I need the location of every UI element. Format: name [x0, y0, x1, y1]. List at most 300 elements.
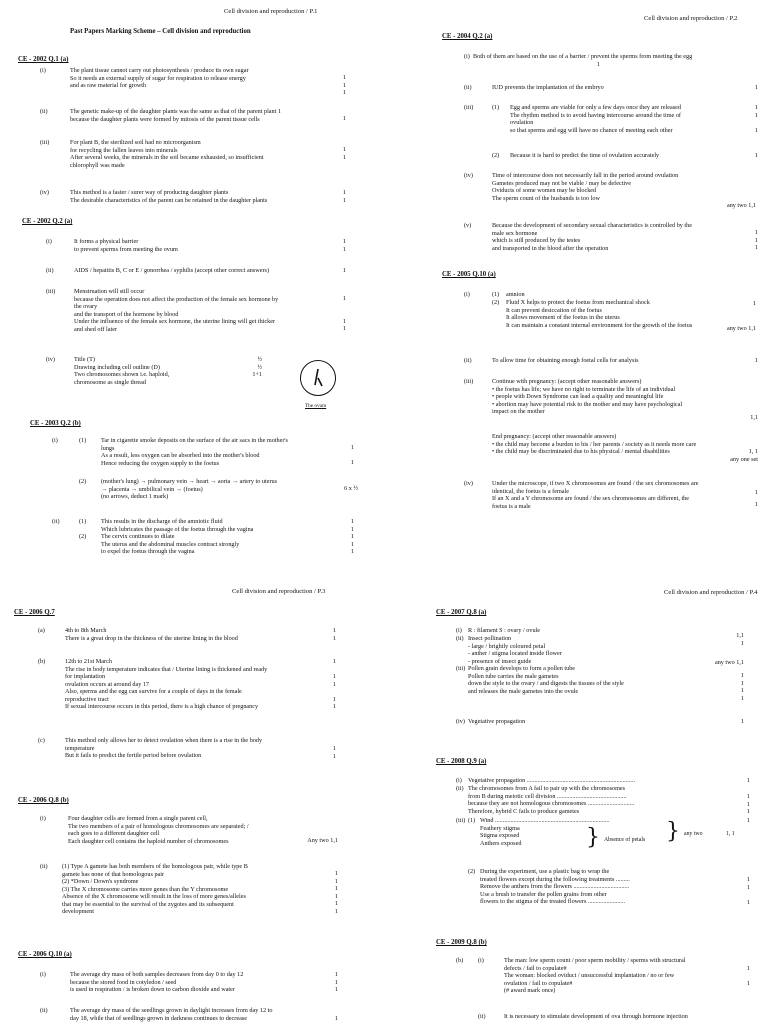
- text-line: 1: [746, 800, 750, 808]
- text-line: 1: [754, 111, 758, 119]
- text-line: This method only allows her to detect ovulation when there is a rise in the body: [65, 737, 263, 744]
- text-line: Because it is hard to predict the time of ovulation accurately: [510, 152, 660, 159]
- answer-text: [101, 478, 351, 501]
- text-line: and the transport of the hormone by blood: [74, 310, 179, 318]
- marks: [704, 448, 758, 463]
- answer-text: [506, 291, 606, 299]
- item-number: (iii): [464, 378, 474, 385]
- marks: [338, 518, 354, 556]
- marks: 1, 1: [726, 831, 735, 837]
- text-line: 1: [752, 300, 756, 307]
- item-number: (i): [40, 971, 46, 978]
- marks: [742, 229, 758, 252]
- marks: [286, 837, 338, 845]
- text-line: The chromosomes from A fail to pair up with the chromosomes: [468, 785, 626, 792]
- text-line: day 18, while that of seedlings grown in darkness continues to decrease: [70, 1014, 247, 1022]
- marks: [742, 104, 758, 134]
- text-line: 1,1: [750, 414, 758, 421]
- text-line: It forms a physical barrier: [74, 238, 139, 245]
- text-line: (no arrows, deduct 1 mark): [101, 493, 169, 501]
- text-line: any two 1,1: [714, 659, 744, 666]
- text-line: 1: [332, 658, 336, 665]
- text-line: foetus is a male: [492, 502, 531, 510]
- item-number: (1): [492, 291, 500, 298]
- text-line: Menstruation will still occur: [74, 288, 145, 295]
- text-line: 1: [332, 703, 336, 711]
- text-line: 1: [350, 444, 354, 451]
- text-line: This method is a faster / surer way of producing daughter plants: [70, 189, 229, 196]
- text-line: 1: [350, 525, 354, 533]
- answer-text: [468, 627, 698, 635]
- item-number: (iii): [40, 139, 50, 146]
- text-line: The average dry mass of the seedlings grown in daylight increases from day 12 to: [70, 1007, 273, 1014]
- marks: [724, 632, 744, 647]
- section-heading: CE - 2007 Q.8 (a): [436, 609, 487, 616]
- text-line: any one set: [730, 455, 758, 463]
- text-line: The plant tissue cannot carry out photosynthesis / produce its own sugar: [70, 67, 249, 74]
- text-line: The woman: blocked oviduct / unsuccessful implantation / no or few: [504, 972, 675, 980]
- page-header: Cell division and reproduction / P.2: [644, 15, 738, 22]
- text-line: Continue with pregnancy: (accept other reasonable answers): [492, 378, 642, 385]
- answer-text: [70, 1007, 340, 1022]
- text-line: To allow time for obtaining enough foetal cells for analysis: [492, 357, 639, 364]
- text-line: Insect pollination: [468, 635, 512, 642]
- page-title: Past Papers Marking Scheme – Cell division and reproduction: [70, 28, 251, 35]
- text-line: each goes to a different daughter cell: [68, 830, 160, 838]
- text-line: down the style to the ovary / and digests the tissues of the style: [468, 680, 624, 688]
- marks: [734, 777, 750, 785]
- text-line: 1: [754, 229, 758, 236]
- text-line: - presence of insect guide: [468, 657, 532, 665]
- answer-text: [74, 288, 366, 333]
- section-heading: CE - 2009 Q.8 (b): [436, 939, 487, 946]
- text-line: 1: [350, 548, 354, 556]
- text-line: Stigma exposed: [480, 832, 520, 840]
- text-line: which is still produced by the testes: [492, 237, 581, 245]
- text-line: treated flowers except during the following treatments .........: [480, 875, 630, 883]
- text-line: The two members of a pair of homologous chromosomes are separated; /: [68, 822, 249, 830]
- marks: [330, 115, 346, 123]
- item-number: (1): [492, 104, 500, 111]
- text-line: 1: [754, 501, 758, 509]
- item-number: (i): [456, 627, 462, 634]
- item-number: (2): [468, 868, 476, 875]
- text-line: 1: [754, 152, 758, 159]
- item-number: (i): [40, 67, 46, 74]
- text-line: 1: [342, 317, 346, 325]
- item-number: (ii): [464, 84, 472, 91]
- answer-text: [468, 635, 698, 665]
- answer-text: [74, 238, 334, 253]
- text-line: Remove the anthers from the flowers ....................................: [480, 883, 630, 891]
- text-line: 1: [334, 986, 338, 994]
- brace-icon: }: [666, 819, 680, 844]
- page-header: Cell division and reproduction / P.1: [224, 8, 318, 15]
- text-line: 1: [342, 238, 346, 245]
- text-line: The cervix continues to dilate: [101, 533, 175, 540]
- text-line: 1: [740, 694, 744, 702]
- text-line: ovulation / fail to copulate#: [504, 979, 573, 987]
- text-line: After several weeks, the minerals in the soil became exhausted, so insufficient: [70, 154, 264, 162]
- item-number: (ii): [46, 267, 54, 274]
- item-number: (iv): [464, 172, 473, 179]
- answer-text: [510, 152, 750, 160]
- text-line: Under the influence of the female sex hormone, the uterine lining will get thicker: [74, 318, 276, 326]
- item-number: (ii): [464, 357, 472, 364]
- item-number: (ii): [456, 635, 464, 642]
- marks: [320, 627, 336, 642]
- text-line: 1: [754, 357, 758, 364]
- section-heading: CE - 2002 Q.2 (a): [22, 218, 73, 225]
- text-line: Drawing including cell outline (D): [74, 363, 160, 371]
- text-line: 1: [746, 980, 750, 988]
- marks: [742, 84, 758, 92]
- text-line: from B during meiotic cell division .............................................: [468, 792, 627, 800]
- ovum-caption: The ovum: [305, 403, 327, 409]
- text-line: Anthers exposed: [480, 839, 522, 847]
- marks: [322, 1015, 338, 1023]
- text-line: and releases the male gametes into the ovule: [468, 687, 579, 695]
- text-line: ovulation occurs at around day 17: [65, 680, 150, 688]
- text-line: - large / brightly coloured petal: [468, 642, 546, 650]
- text-line: 1: [334, 870, 338, 877]
- text-line: (# award mark once): [504, 987, 556, 995]
- text-line: gamete has none of that homologous pair: [62, 870, 165, 878]
- answer-text: [70, 67, 340, 90]
- text-line: because the operation does not affect the production of the female sex hormone by: [74, 295, 279, 303]
- text-line: There is a great drop in the thickness of the uterine lining in the blood: [65, 634, 238, 642]
- text-line: 1: [746, 898, 750, 906]
- marks: [330, 267, 346, 275]
- marks: [320, 658, 336, 711]
- marks: [338, 444, 354, 467]
- text-line: amnion: [506, 291, 525, 298]
- answer-text: [65, 658, 355, 711]
- text-line: 1: [740, 679, 744, 687]
- text-line: and shed off later: [74, 325, 118, 333]
- text-line: 1: [334, 1015, 338, 1022]
- text-line: 1: [350, 533, 354, 541]
- answer-text: [492, 480, 754, 510]
- answer-text: [68, 815, 308, 845]
- text-line: 1: [754, 236, 758, 244]
- text-line: is used in respiration / is broken down to carbon dioxide and water: [70, 986, 235, 994]
- text-line: 1: [342, 153, 346, 161]
- answer-text: [62, 863, 342, 916]
- text-line: (mother's lung) → pulmonary vein → heart → aorta → artery to uterus: [101, 478, 278, 485]
- text-line: If sexual intercourse occurs in this period, there is a high chance of pregnancy: [65, 703, 259, 711]
- text-line: Both of them are based on the use of a barrier / prevent the sperms from meeting the egg: [473, 53, 693, 60]
- item-number: (ii): [40, 1007, 48, 1014]
- text-line: defects / fail to copulate#: [504, 964, 567, 972]
- section-heading: CE - 2002 Q.1 (a): [18, 56, 69, 63]
- text-line: As a result, less oxygen can be absorbed into the mother's blood: [101, 452, 260, 460]
- answer-text: [468, 777, 708, 785]
- marks: [734, 876, 750, 906]
- text-line: • abortion may have potential risk to the mother and may have psychological: [492, 400, 683, 408]
- text-line: because the stored food in cotyledon / seed: [70, 978, 177, 986]
- text-line: any two 1,1: [726, 325, 756, 333]
- text-line: 1: [332, 752, 336, 760]
- text-line: Under the microscope, if two X chromosomes are found / the sex chromosomes are: [492, 480, 699, 487]
- marks: [734, 965, 750, 988]
- answer-text: [65, 627, 335, 642]
- text-line: 1+1: [252, 371, 262, 379]
- text-line: 1: [746, 793, 750, 800]
- text-line: AIDS / hepatitis B, C or E / gonorrhea / syphilis (accept other correct answers): [74, 267, 270, 274]
- item-number: (ii): [478, 1013, 486, 1020]
- section-heading: CE - 2006 Q.10 (a): [18, 951, 72, 958]
- answer-text: [492, 357, 732, 365]
- item-number: (i): [456, 777, 462, 784]
- text-line: 1: [334, 900, 338, 908]
- section-heading: CE - 2004 Q.2 (a): [442, 33, 493, 40]
- answer-text: [504, 1013, 744, 1021]
- text-line: 1: [746, 876, 750, 883]
- answer-text: [70, 189, 360, 204]
- text-line: and as raw material for growth: [70, 82, 147, 90]
- item-number: (iv): [464, 480, 473, 487]
- item-number: (i): [478, 957, 484, 964]
- marks: [684, 202, 756, 210]
- text-line: ½: [257, 363, 262, 371]
- answer-text: [480, 868, 700, 906]
- text-line: Gametes produced may not be viable / may be defective: [492, 179, 631, 187]
- text-line: 1: [746, 808, 750, 816]
- text-line: - anther / stigma located inside flower: [468, 650, 562, 658]
- ovum-drawing: [300, 360, 336, 396]
- text-line: 1: [740, 718, 744, 725]
- text-line: During the experiment, use a plastic bag to wrap the: [480, 868, 610, 875]
- item-number: (iv): [40, 189, 49, 196]
- text-line: because the daughter plants were formed by mitosis of the parent tissue cells: [70, 115, 260, 123]
- text-line: 1: [334, 978, 338, 986]
- text-line: Title (T): [74, 356, 95, 363]
- text-line: Vegetative propagation: [468, 718, 526, 725]
- text-line: It can maintain a constant internal environment for the growth of the foetus: [506, 321, 693, 329]
- marks: [330, 74, 346, 97]
- item-number: (c): [38, 737, 45, 744]
- answer-text: [74, 267, 334, 275]
- text-line: Four daughter cells are formed from a single parent cell,: [68, 815, 208, 822]
- marks: [320, 745, 336, 760]
- item-number: (ii): [456, 785, 464, 792]
- marks: [330, 146, 346, 161]
- text-line: IUD prevents the implantation of the embryo: [492, 84, 604, 91]
- text-line: 1: [332, 695, 336, 703]
- absence-of-petals-label: Absence of petals: [604, 837, 646, 843]
- item-number: (ii): [52, 518, 60, 525]
- answer-text: [492, 378, 754, 416]
- text-line: 1: [740, 639, 744, 647]
- page-header: Cell division and reproduction / P.4: [664, 589, 758, 596]
- text-line: 1: [342, 196, 346, 204]
- item-number: (a): [38, 627, 45, 634]
- item-number: (iii): [46, 288, 56, 295]
- text-line: 1: [342, 74, 346, 81]
- section-heading: CE - 2006 Q.7: [14, 609, 55, 616]
- item-number: (i): [464, 53, 470, 60]
- text-line: The genetic make-up of the daughter plants was the same as that of the parent plant 1: [70, 108, 281, 115]
- text-line: ovulation: [510, 119, 534, 127]
- marks: [330, 238, 346, 253]
- item-number: (1): [79, 437, 87, 444]
- page-2: [384, 0, 768, 585]
- text-line: 1: [342, 267, 346, 274]
- text-line: The rhythm method is to avoid having intercourse around the time of: [510, 111, 681, 119]
- text-line: Pollen grain develops to form a pollen tube: [468, 665, 576, 672]
- text-line: 1: [332, 745, 336, 752]
- page-1: [0, 0, 384, 585]
- answer-text: [101, 518, 341, 533]
- page-3: [0, 585, 384, 1024]
- text-line: The sperm count of the husbands is too low: [492, 194, 600, 202]
- text-line: Oviducts of some women may be blocked: [492, 187, 597, 195]
- text-line: 1: [342, 146, 346, 153]
- answer-text: [492, 222, 754, 252]
- text-line: so that sperms and egg will have no chance of meeting each other: [510, 126, 673, 134]
- marks: [322, 971, 338, 994]
- item-number: (iii): [456, 817, 466, 824]
- text-line: male sex hormone: [492, 229, 538, 237]
- text-line: flowers to the stigma of the treated flowers ........................: [480, 898, 626, 906]
- text-line: Because the development of secondary sexual characteristics is controlled by the: [492, 222, 692, 229]
- text-line: [320, 688, 336, 696]
- text-line: Each daughter cell contains the haploid number of chromosomes: [68, 837, 229, 845]
- text-line: [734, 973, 750, 981]
- marks: [734, 414, 758, 422]
- marks: [724, 718, 744, 726]
- item-number: (iii): [464, 104, 474, 111]
- item-number: (b): [456, 957, 464, 964]
- text-line: temperature: [65, 744, 95, 752]
- text-line: If an X and a Y chromosome are found / the sex chromosomes are different, the: [492, 495, 690, 503]
- text-line: chlorophyll was made: [70, 161, 125, 169]
- text-line: So it needs an external supply of sugar for respiration to release energy: [70, 74, 246, 82]
- answer-text: [70, 971, 330, 994]
- item-number: (iii): [456, 665, 466, 672]
- marks: [584, 61, 600, 69]
- text-line: 1: [334, 892, 338, 900]
- answer-text: [70, 139, 350, 169]
- text-line: [330, 303, 346, 311]
- text-line: reproductive tract: [65, 695, 109, 703]
- text-line: 1: [746, 883, 750, 891]
- text-line: Feathery stigma: [480, 824, 520, 832]
- text-line: Tar in cigarette smoke deposits on the surface of the air sacs in the mother's: [101, 437, 288, 444]
- text-line: 1: [746, 777, 750, 784]
- text-line: Pollen tube carries the male gametes: [468, 672, 559, 680]
- text-line: 1: [746, 817, 750, 824]
- text-line: Use a brush to transfer the pollen grains from other: [480, 890, 607, 898]
- text-line: 4th to 8th March: [65, 627, 107, 634]
- answer-text: [504, 957, 742, 995]
- text-line: 1: [332, 627, 336, 634]
- answer-text: [473, 53, 763, 61]
- text-line: for implantation: [65, 673, 106, 681]
- text-line: 1: [332, 673, 336, 681]
- text-line: End pregnancy: (accept other reasonable answers): [492, 433, 617, 440]
- text-line: Fluid X helps to protect the foetus from mechanical shock: [506, 299, 650, 306]
- text-line: 1: [350, 459, 354, 467]
- text-line: 1: [342, 245, 346, 253]
- text-line: Wind ..........................................................................: [480, 817, 610, 824]
- text-line: lungs: [101, 444, 115, 452]
- text-line: that may be essential to the survival of the zygotes and its subsequent: [62, 900, 234, 908]
- text-line: 12th to 21st March: [65, 658, 112, 665]
- text-line: [338, 452, 354, 460]
- text-line: The man: low sperm count / poor sperm mobility / sperms with structural: [504, 957, 686, 964]
- text-line: to expel the foetus through the vagina: [101, 548, 195, 556]
- item-number: (iv): [46, 356, 55, 363]
- chromosome-icon: [301, 361, 335, 395]
- section-heading: CE - 2006 Q.8 (b): [18, 797, 69, 804]
- text-line: 1: [342, 115, 346, 122]
- text-line: Vegetative propagation ......................................................................: [468, 777, 636, 784]
- answer-text: [468, 665, 708, 695]
- text-line: Time of intercourse does not necessarily fall in the period around ovulation: [492, 172, 679, 179]
- item-number: (b): [38, 658, 46, 665]
- item-number: (i): [46, 238, 52, 245]
- text-line: development: [62, 908, 94, 916]
- text-line: 1: [342, 189, 346, 196]
- text-line: Egg and sperms are viable for only a few days once they are released: [510, 104, 681, 111]
- text-line: for recycling the fallen leaves into minerals: [70, 146, 178, 154]
- text-line: 1: [334, 971, 338, 978]
- item-number: (1): [468, 817, 476, 824]
- text-line: 1,1: [736, 632, 744, 639]
- answer-text: [510, 104, 750, 134]
- text-line: But it fails to predict the fertile period before ovulation: [65, 752, 202, 760]
- text-line: • the child may be discriminated due to his physical / mental disabilities: [492, 448, 670, 456]
- text-line: Any two 1,1: [307, 837, 338, 844]
- text-line: 1: [342, 89, 346, 97]
- text-line: 1, 1: [748, 448, 758, 455]
- text-line: Also, sperms and the egg can survive for a couple of days in the female: [65, 688, 242, 696]
- text-line: ½: [257, 356, 262, 363]
- text-line: 1: [754, 244, 758, 252]
- text-line: 1: [596, 61, 600, 68]
- text-line: the ovary: [74, 303, 98, 311]
- text-line: identical, the foetus is a female: [492, 487, 569, 495]
- answer-text: [492, 172, 742, 202]
- text-line: R : filament S : ovary / ovule: [468, 627, 541, 634]
- answer-text: [468, 718, 668, 726]
- text-line: chromosome as single thread: [74, 378, 146, 386]
- text-line: 1: [332, 634, 336, 642]
- text-line: It is necessary to stimulate development of ova through hormone injection: [504, 1013, 688, 1020]
- text-line: 1: [332, 680, 336, 688]
- text-line: 1: [350, 540, 354, 548]
- text-line: Hence reducing the oxygen supply to the foetus: [101, 459, 220, 467]
- text-line: [330, 310, 346, 318]
- text-line: 1: [754, 84, 758, 91]
- text-line: 6 x ½: [344, 485, 358, 492]
- page-4: [384, 585, 768, 1024]
- any-two-label: any two: [684, 831, 703, 837]
- marks: [734, 793, 750, 816]
- text-line: 1: [754, 126, 758, 134]
- text-line: [742, 119, 758, 127]
- text-line: impact on the mother: [492, 408, 545, 416]
- marks: [734, 817, 750, 825]
- text-line: [320, 666, 336, 674]
- text-line: • the child may become a burden to his / her parents / society as it needs more care: [492, 440, 697, 448]
- brace-icon: }: [586, 825, 600, 850]
- item-number: (2): [492, 299, 500, 306]
- text-line: because they are not homologous chromosomes ..............................: [468, 800, 635, 808]
- text-line: (3) The X chromosome carries more genes than the Y chromosome: [62, 885, 229, 893]
